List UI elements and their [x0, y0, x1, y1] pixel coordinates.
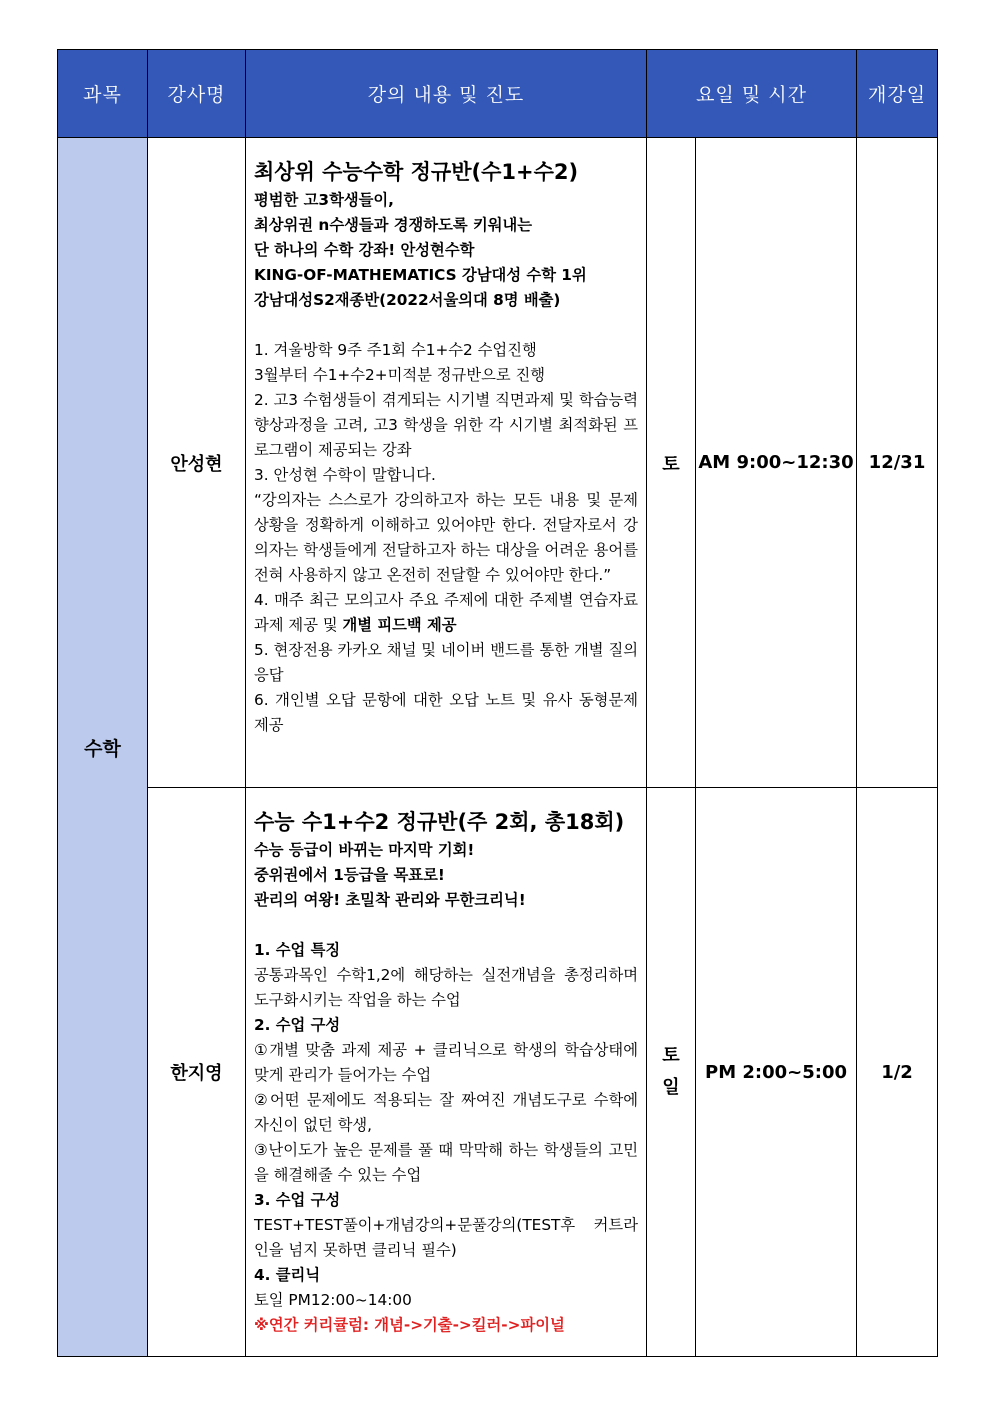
time-1: AM 9:00~12:30: [696, 138, 857, 788]
section-text: 공통과목인 수학1,2에 해당하는 실전개념을 총정리하며 도구화시키는 작업을 하는 수업: [254, 966, 638, 1009]
course-item: 1. 겨울방학 9주 주1회 수1+수2 수업진행: [254, 341, 537, 359]
day-2: [647, 788, 696, 1357]
item4-bold: 개별 피드백 제공: [342, 616, 457, 634]
course-content-1: [246, 138, 647, 788]
course-item: 3. 안성현 수학이 말합니다.: [254, 466, 436, 484]
intro-line: 수능 등급이 바뀌는 마지막 기회!: [254, 841, 475, 859]
intro-line: 관리의 여왕! 초밀착 관리와 무한크리닉!: [254, 891, 526, 909]
course-item: 6. 개인별 오답 문항에 대한 오답 노트 및 유사 동형문제 제공: [254, 691, 638, 734]
teacher-name-1: 안성현: [148, 138, 246, 788]
section-item: ③난이도가 높은 문제를 풀 때 막막해 하는 학생들의 고민을 해결해줄 수 있는 수업: [254, 1141, 638, 1184]
section-heading: 3. 수업 구성: [254, 1191, 341, 1209]
header-content: 강의 내용 및 진도: [246, 50, 647, 138]
course-content-2: [246, 788, 647, 1357]
section-heading: 2. 수업 구성: [254, 1016, 341, 1034]
section-heading: 1. 수업 특징: [254, 941, 341, 959]
header-subject: 과목: [58, 50, 148, 138]
header-schedule: 요일 및 시간: [647, 50, 857, 138]
section-text: 토일 PM12:00~14:00: [254, 1291, 412, 1309]
header-start-date: 개강일: [857, 50, 938, 138]
course-title-2: 수능 수1+수2 정규반(주 2회, 총18회): [254, 810, 625, 834]
header-teacher: 강사명: [148, 50, 246, 138]
subject-cell: 수학: [58, 138, 148, 1357]
item4-text: 4. 매주 최근 모의고사 주요 주제에 대한 주제별 연습자료 과제 제공 및: [254, 591, 638, 634]
section-text: TEST+TEST풀이+개념강의+문풀강의(TEST후 커트라인을 넘지 못하면 클리닉 필수): [254, 1216, 638, 1259]
intro-line: 평범한 고3학생들이,: [254, 191, 394, 209]
start-date-2: 1/2: [857, 788, 938, 1357]
day-2-line1: 토: [662, 1045, 680, 1066]
intro-line: 단 하나의 수학 강좌! 안성현수학: [254, 241, 475, 259]
intro-line: 강남대성S2재종반(2022서울의대 8명 배출): [254, 291, 561, 309]
teacher-name-2: 한지영: [148, 788, 246, 1357]
curriculum-note: ※연간 커리큘럼: 개념->기출->킬러->파이널: [254, 1316, 565, 1334]
intro-line: 중위권에서 1등급을 목표로!: [254, 866, 445, 884]
intro-line: KING-OF-MATHEMATICS 강남대성 수학 1위: [254, 266, 587, 284]
section-item: ①개별 맞춤 과제 제공 + 클리닉으로 학생의 학습상태에 맞게 관리가 들어가는 수업: [254, 1041, 638, 1084]
schedule-table: [57, 49, 938, 1357]
course-item: 2. 고3 수험생들이 겪게되는 시기별 직면과제 및 학습능력 향상과정을 고려, 고3 학생을 위한 각 시기별 최적화된 프로그램이 제공되는 강좌: [254, 391, 638, 459]
start-date-1: 12/31: [857, 138, 938, 788]
course-item: 3월부터 수1+수2+미적분 정규반으로 진행: [254, 366, 546, 384]
header-row: [58, 50, 938, 138]
day-1: 토: [647, 138, 696, 788]
intro-line: 최상위권 n수생들과 경쟁하도록 키워내는: [254, 216, 533, 234]
time-2: PM 2:00~5:00: [696, 788, 857, 1357]
course-title-1: 최상위 수능수학 정규반(수1+수2): [254, 160, 579, 184]
day-2-line2: 일: [662, 1077, 680, 1098]
course-item: 5. 현장전용 카카오 채널 및 네이버 밴드를 통한 개별 질의응답: [254, 641, 638, 684]
section-heading: 4. 클리닉: [254, 1266, 321, 1284]
course-item: [254, 588, 638, 638]
course-item: “강의자는 스스로가 강의하고자 하는 모든 내용 및 문제 상황을 정확하게 이해하고 있어야만 한다. 전달자로서 강의자는 학생들에게 전달하고자 하는 대상을 어려운 용어를 전혀 사용하지 않고 온전히 전달할 수 있어야만 한다.”: [254, 491, 638, 584]
course-row-1: [58, 138, 938, 788]
course-row-2: [58, 788, 938, 1357]
section-item: ②어떤 문제에도 적용되는 잘 짜여진 개념도구로 수학에 자신이 없던 학생,: [254, 1091, 638, 1134]
